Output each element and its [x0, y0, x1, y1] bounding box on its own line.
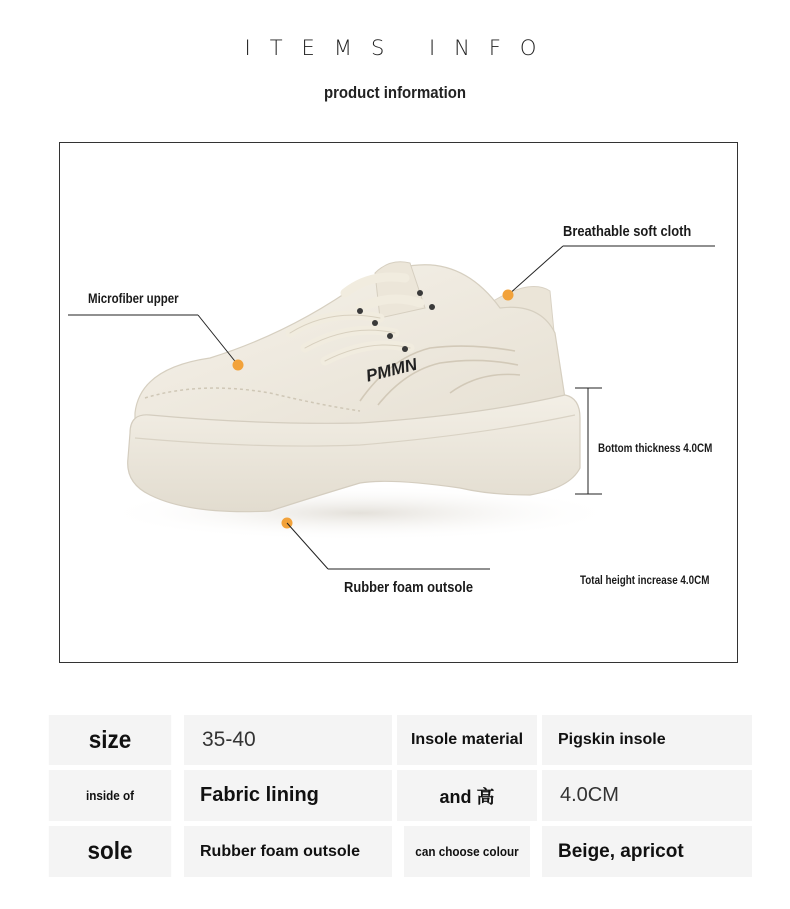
spec-label-size: size — [49, 715, 171, 765]
brand-mark: PMMN — [364, 354, 420, 386]
spec-label-height: and 高 — [397, 770, 537, 821]
callout-bottom-thickness: Bottom thickness 4.0CM — [598, 441, 713, 455]
dot-breathable — [503, 290, 514, 301]
spec-label-sole: sole — [49, 826, 171, 877]
spec-table — [42, 715, 752, 877]
header-title: ITEMS INFO — [244, 36, 556, 60]
spec-value-insole: Pigskin insole — [542, 715, 752, 765]
spec-label-insole: Insole material — [397, 715, 537, 765]
spec-value-size: 35-40 — [184, 715, 392, 765]
callout-breathable: Breathable soft cloth — [563, 223, 692, 240]
spec-value-colour: Beige, apricot — [542, 826, 752, 877]
spec-value-lining: Fabric lining — [184, 770, 392, 821]
callout-total-height: Total height increase 4.0CM — [580, 573, 710, 587]
product-image-frame — [59, 142, 738, 663]
spec-label-colour: can choose colour — [404, 826, 530, 877]
dot-microfiber — [233, 360, 244, 371]
spec-value-sole: Rubber foam outsole — [184, 826, 392, 877]
header-subtitle: product information — [323, 83, 467, 102]
callout-microfiber: Microfiber upper — [88, 290, 179, 306]
callout-outsole: Rubber foam outsole — [344, 579, 474, 596]
spec-label-lining: inside of — [49, 770, 171, 821]
spec-value-height: 4.0CM — [542, 770, 752, 821]
